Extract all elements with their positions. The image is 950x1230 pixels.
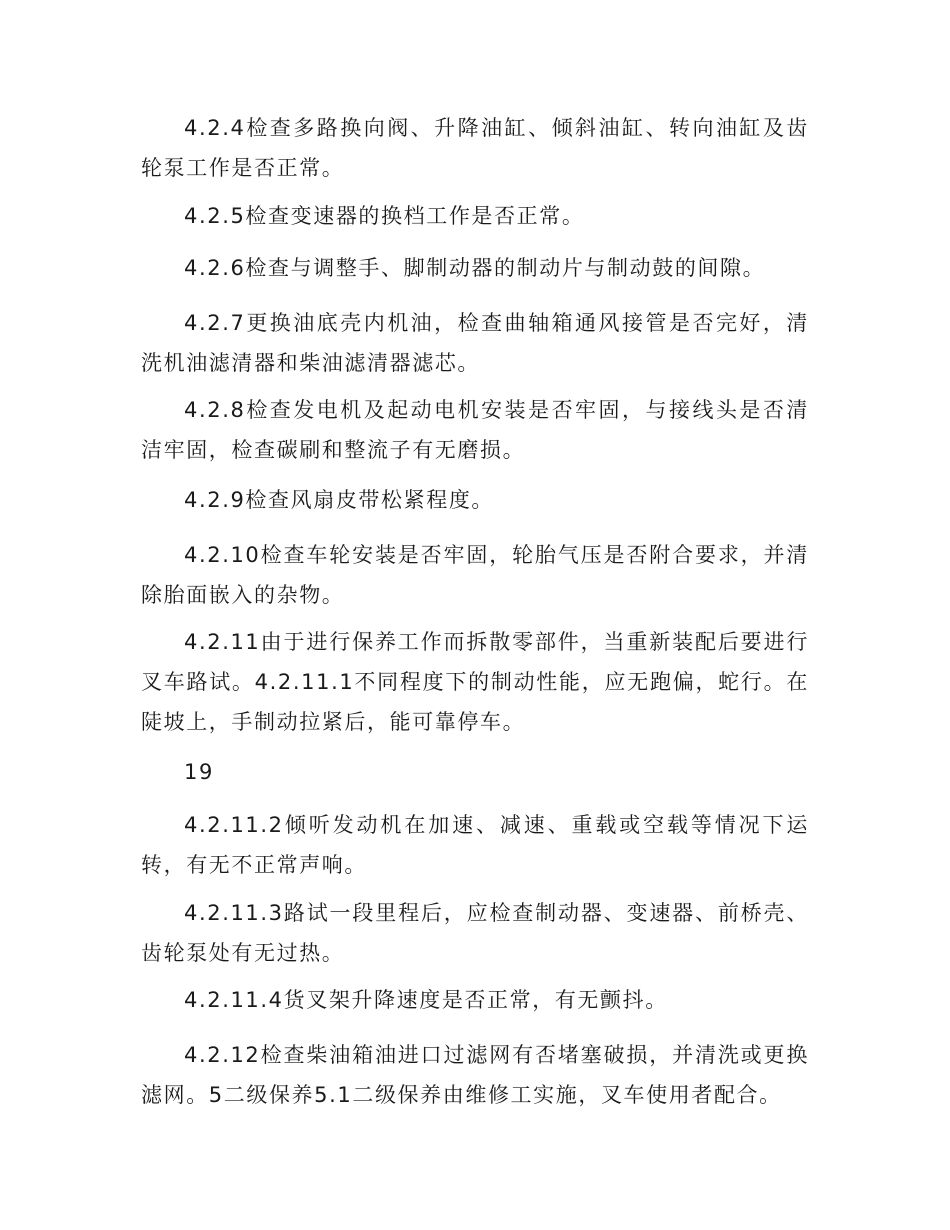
paragraph-4-2-8: 4.2.8检查发电机及起动电机安装是否牢固，与接线头是否清洁牢固，检查碳刷和整流子有无磨损。: [141, 398, 809, 462]
paragraph-4-2-12: 4.2.12检查柴油箱油进口过滤网有否堵塞破损，并清洗或更换滤网。5二级保养5.1二级保养由维修工实施，叉车使用者配合。: [141, 1043, 809, 1107]
page-number: 19: [184, 760, 214, 784]
paragraph-4-2-7: 4.2.7更换油底壳内机油，检查曲轴箱通风接管是否完好，清洗机油滤清器和柴油滤清器滤芯。: [141, 311, 809, 375]
paragraph-4-2-4: 4.2.4检查多路换向阀、升降油缸、倾斜油缸、转向油缸及齿轮泵工作是否正常。: [141, 116, 809, 180]
paragraph-4-2-11: 4.2.11由于进行保养工作而拆散零部件，当重新装配后要进行叉车路试。4.2.11.1不同程度下的制动性能，应无跑偏，蛇行。在陡坡上，手制动拉紧后，能可靠停车。: [141, 630, 809, 734]
paragraph-4-2-6: 4.2.6检查与调整手、脚制动器的制动片与制动鼓的间隙。: [184, 256, 766, 280]
paragraph-4-2-11-4: 4.2.11.4货叉架升降速度是否正常，有无颤抖。: [184, 988, 668, 1012]
paragraph-4-2-10: 4.2.10检查车轮安装是否牢固，轮胎气压是否附合要求，并清除胎面嵌入的杂物。: [141, 543, 809, 607]
paragraph-4-2-9: 4.2.9检查风扇皮带松紧程度。: [184, 488, 495, 512]
paragraph-4-2-11-2: 4.2.11.2倾听发动机在加速、减速、重载或空载等情况下运转，有无不正常声响。: [141, 813, 809, 877]
paragraph-4-2-5: 4.2.5检查变速器的换档工作是否正常。: [184, 204, 585, 228]
paragraph-4-2-11-3: 4.2.11.3路试一段里程后，应检查制动器、变速器、前桥壳、齿轮泵处有无过热。: [141, 901, 809, 965]
